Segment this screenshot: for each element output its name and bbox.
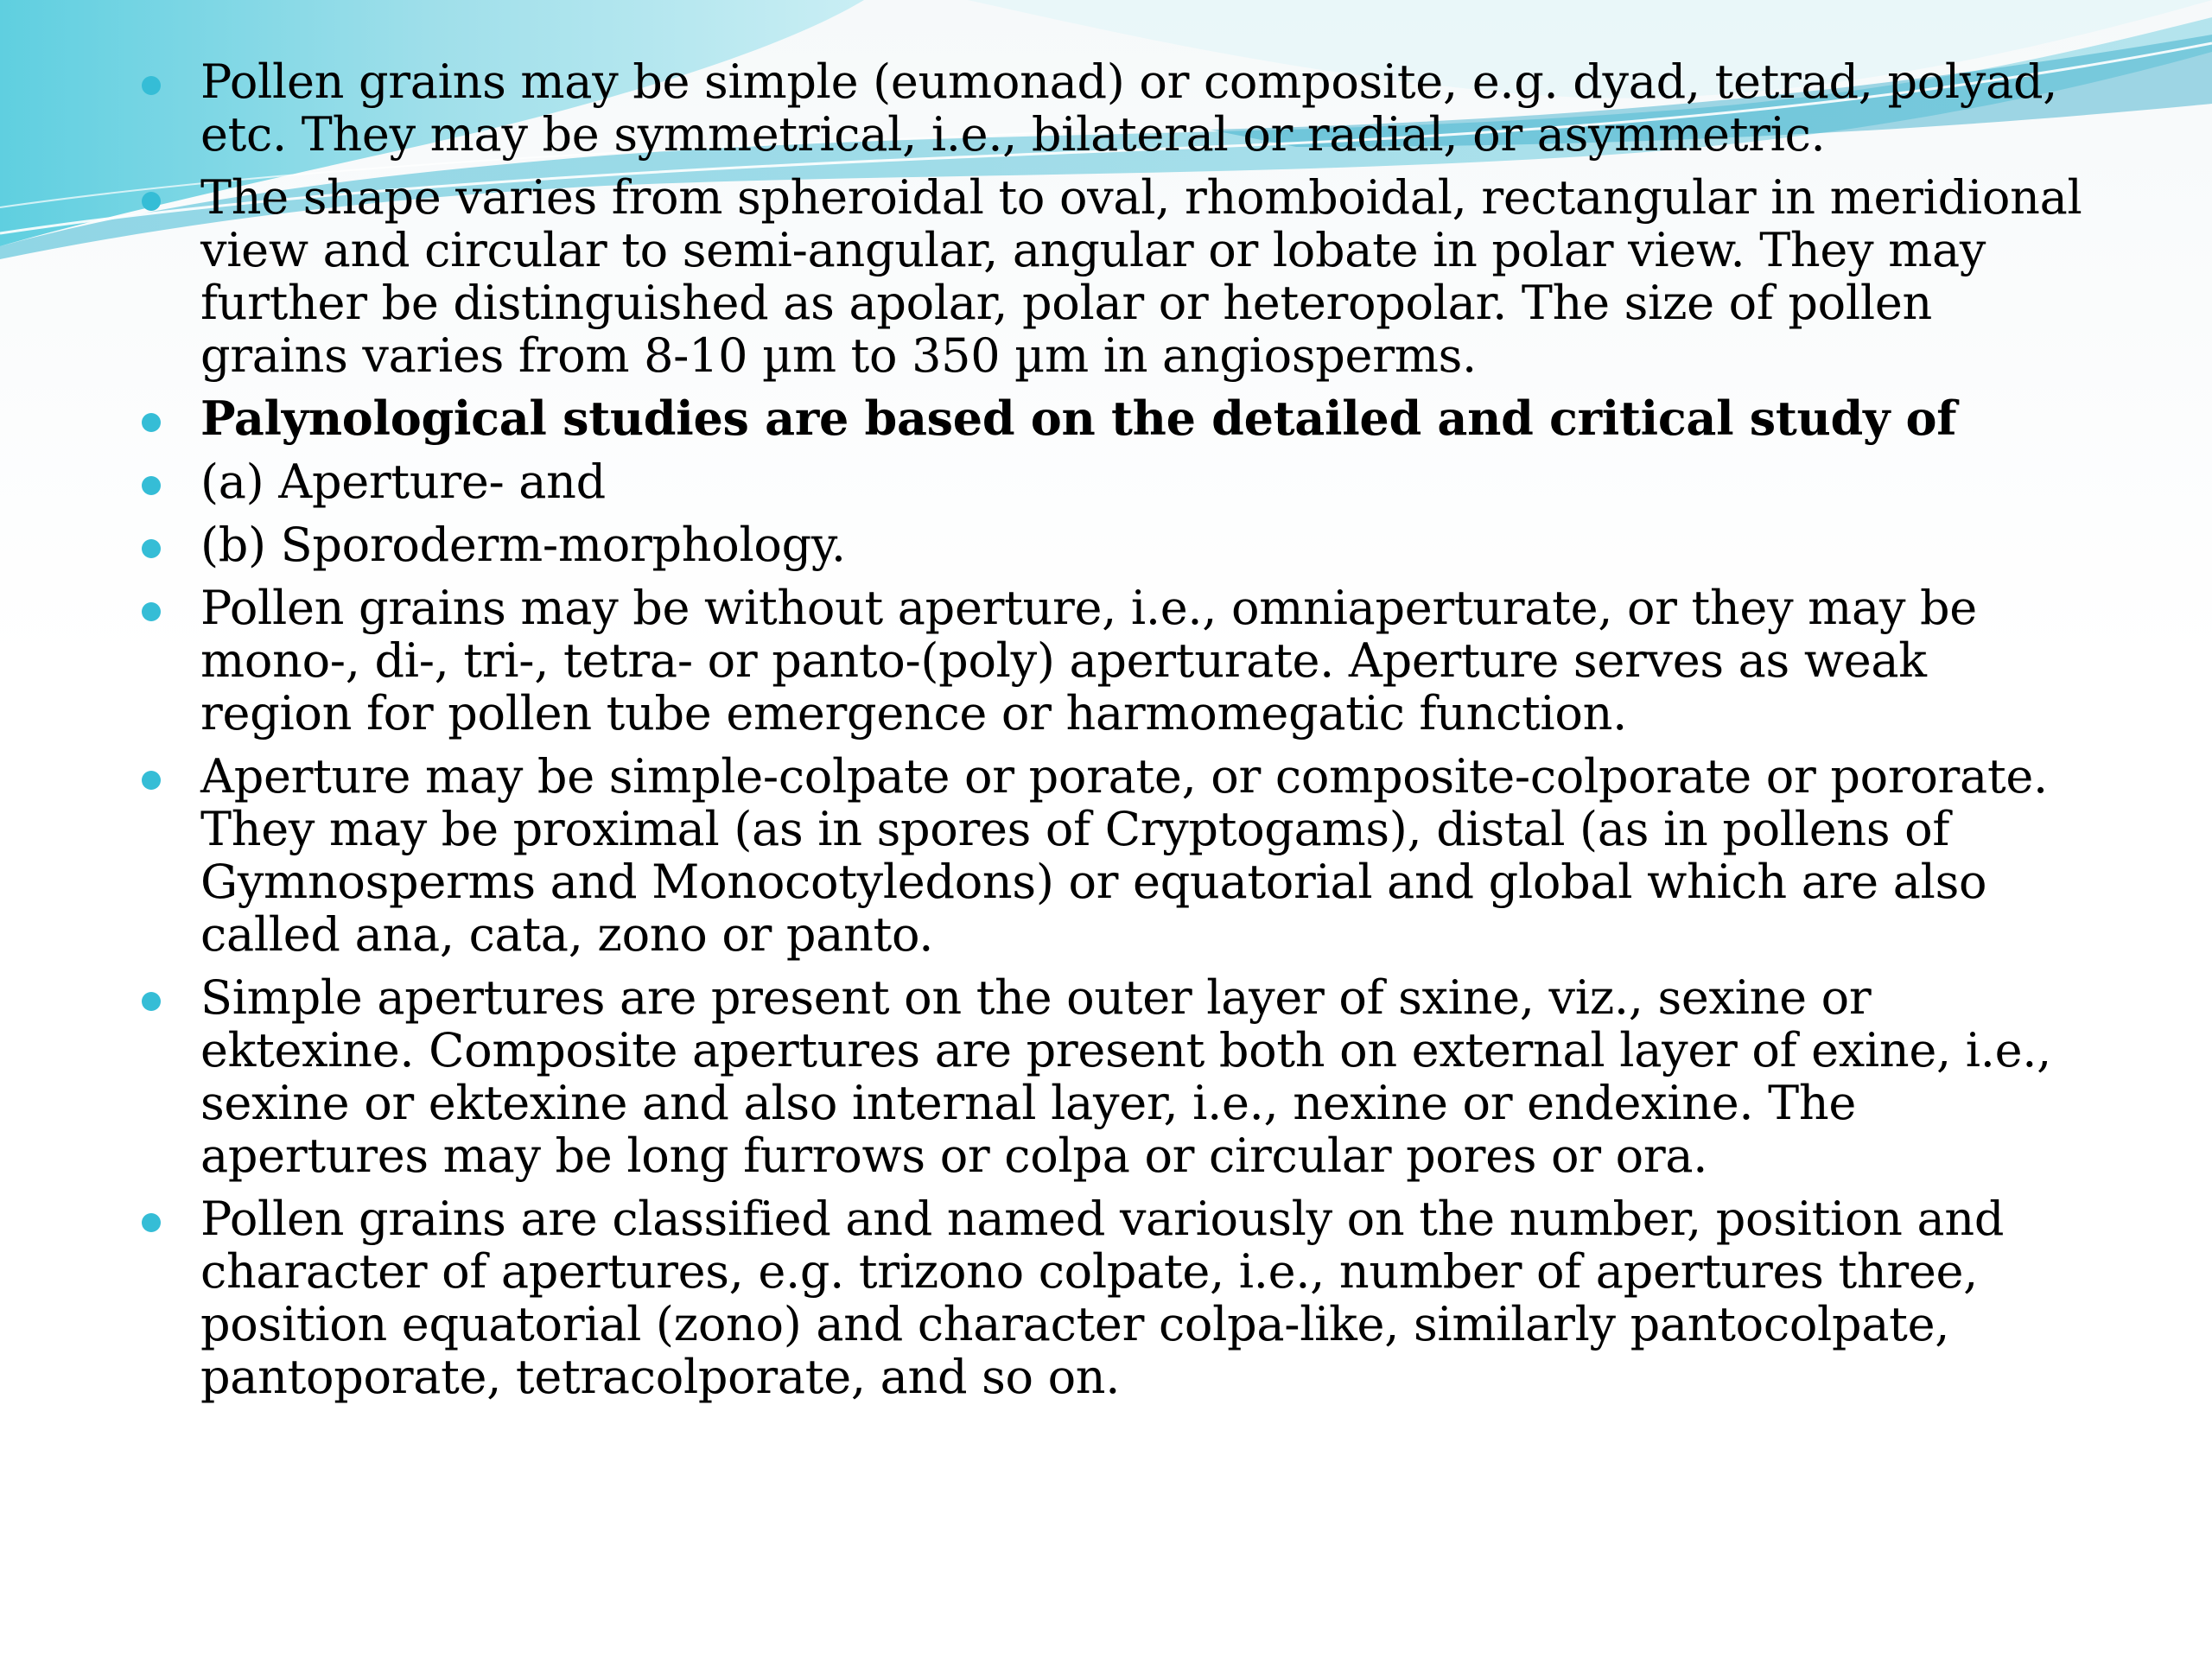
bullet-item	[130, 55, 2082, 161]
bullet-text: Simple apertures are present on the outer layer of sxine, viz., sexine or ektexine. Composite apertures are present both on external layer of exine, i.e., sexine or ektexine and also internal layer, i.e., nexine or endexine. The apertures may be long furrows or colpa or circular pores or ora.	[200, 970, 2051, 1183]
bullet-item	[130, 971, 2082, 1182]
bullet-text: (b) Sporoderm-morphology.	[200, 518, 846, 572]
bullet-list	[130, 55, 2082, 1414]
bullet-dot-icon	[142, 476, 161, 495]
bullet-item	[130, 518, 2082, 571]
bullet-item	[130, 750, 2082, 961]
bullet-dot-icon	[142, 192, 161, 211]
bullet-item	[130, 455, 2082, 508]
bullet-text: Pollen grains are classified and named variously on the number, position and character of apertures, e.g. trizono colpate, i.e., number of apertures three, position equatorial (zono) and character colpa-like, similarly pantocolpate, pantoporate, tetracolporate, and so on.	[200, 1192, 2005, 1404]
bullet-text: Pollen grains may be simple (eumonad) or composite, e.g. dyad, tetrad, polyad, etc. They may be symmetrical, i.e., bilateral or radial, or asymmetric.	[200, 54, 2058, 162]
bullet-dot-icon	[142, 771, 161, 790]
bullet-item	[130, 171, 2082, 382]
bullet-item-heading	[130, 392, 2082, 445]
bullet-text: The shape varies from spheroidal to oval, rhomboidal, rectangular in meridional view and circular to semi-angular, angular or lobate in polar view. They may further be distinguished as apolar, polar or heteropolar. The size of pollen grains varies from 8-10 µm to 350 µm in angiosperms.	[200, 170, 2082, 383]
bullet-dot-icon	[142, 1213, 161, 1232]
bullet-text: Pollen grains may be without aperture, i.e., omniaperturate, or they may be mono-, di-, tri-, tetra- or panto-(poly) aperturate. Aperture serves as weak region for pollen tube emergence or harmomegatic function.	[200, 581, 1977, 741]
bullet-dot-icon	[142, 602, 161, 621]
bullet-item	[130, 1192, 2082, 1403]
bullet-item	[130, 582, 2082, 740]
bullet-text: Aperture may be simple-colpate or porate, or composite-colporate or pororate. They may be proximal (as in spores of Cryptogams), distal (as in pollens of Gymnosperms and Monocotyledons) or equatorial and global which are also called ana, cata, zono or panto.	[200, 749, 2048, 962]
bullet-text: (a) Aperture- and	[200, 454, 606, 509]
bullet-dot-icon	[142, 413, 161, 432]
bullet-dot-icon	[142, 992, 161, 1011]
bullet-dot-icon	[142, 76, 161, 95]
bullet-dot-icon	[142, 539, 161, 558]
bullet-text: Palynological studies are based on the detailed and critical study of	[200, 391, 1957, 446]
